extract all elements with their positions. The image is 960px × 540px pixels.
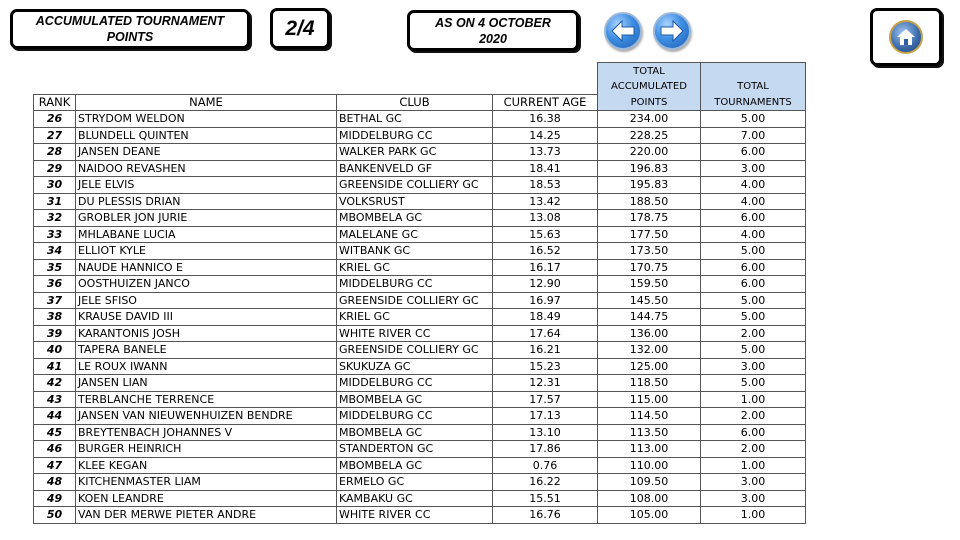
age-cell: 17.13: [493, 408, 598, 425]
rank-cell: 37: [34, 292, 76, 309]
name-cell: JANSEN LIAN: [76, 375, 337, 392]
name-cell: ELLIOT KYLE: [76, 243, 337, 260]
tournaments-cell: 2.00: [701, 325, 806, 342]
table-row: [34, 127, 806, 144]
points-cell: 108.00: [598, 490, 701, 507]
club-cell: BANKENVELD GF: [337, 160, 493, 177]
name-cell: TERBLANCHE TERRENCE: [76, 391, 337, 408]
table-row: [34, 111, 806, 128]
age-cell: 12.90: [493, 276, 598, 293]
age-cell: 18.49: [493, 309, 598, 326]
tournaments-cell: 2.00: [701, 408, 806, 425]
tournaments-cell: 7.00: [701, 127, 806, 144]
points-cell: 113.00: [598, 441, 701, 458]
points-cell: 170.75: [598, 259, 701, 276]
age-cell: 18.41: [493, 160, 598, 177]
club-cell: MBOMBELA GC: [337, 457, 493, 474]
club-cell: WITBANK GC: [337, 243, 493, 260]
age-cell: 13.73: [493, 144, 598, 161]
name-cell: NAIDOO REVASHEN: [76, 160, 337, 177]
table-row: [34, 160, 806, 177]
age-cell: 15.23: [493, 358, 598, 375]
club-cell: WHITE RIVER CC: [337, 325, 493, 342]
tournaments-cell: 1.00: [701, 391, 806, 408]
points-cell: 132.00: [598, 342, 701, 359]
points-cell: 144.75: [598, 309, 701, 326]
tournaments-cell: 1.00: [701, 507, 806, 524]
club-cell: MIDDELBURG CC: [337, 127, 493, 144]
points-cell: 234.00: [598, 111, 701, 128]
points-cell: 105.00: [598, 507, 701, 524]
total-tournaments-header-line1: TOTAL: [737, 81, 769, 92]
club-cell: SKUKUZA GC: [337, 358, 493, 375]
tournaments-cell: 3.00: [701, 358, 806, 375]
name-cell: NAUDE HANNICO E: [76, 259, 337, 276]
age-cell: 12.31: [493, 375, 598, 392]
name-cell: BREYTENBACH JOHANNES V: [76, 424, 337, 441]
points-cell: 118.50: [598, 375, 701, 392]
rank-cell: 28: [34, 144, 76, 161]
table-row: [34, 408, 806, 425]
age-cell: 13.10: [493, 424, 598, 441]
name-cell: KLEE KEGAN: [76, 457, 337, 474]
home-badge: [889, 20, 923, 54]
table-row: [34, 309, 806, 326]
tournaments-cell: 5.00: [701, 309, 806, 326]
points-cell: 173.50: [598, 243, 701, 260]
club-cell: MIDDELBURG CC: [337, 408, 493, 425]
total-points-header-line3: POINTS: [598, 94, 701, 111]
tournaments-cell: 4.00: [701, 177, 806, 194]
club-cell: MBOMBELA GC: [337, 424, 493, 441]
age-cell: 16.17: [493, 259, 598, 276]
rank-cell: 29: [34, 160, 76, 177]
total-tournaments-header-top: [701, 63, 806, 95]
name-cell: BLUNDELL QUINTEN: [76, 127, 337, 144]
club-column-header: CLUB: [337, 94, 493, 111]
table-row: [34, 375, 806, 392]
age-cell: 16.97: [493, 292, 598, 309]
tournaments-cell: 2.00: [701, 441, 806, 458]
table-row: [34, 226, 806, 243]
rank-cell: 34: [34, 243, 76, 260]
club-cell: GREENSIDE COLLIERY GC: [337, 292, 493, 309]
points-cell: 113.50: [598, 424, 701, 441]
rank-cell: 47: [34, 457, 76, 474]
name-cell: KRAUSE DAVID III: [76, 309, 337, 326]
table-row: [34, 193, 806, 210]
table-row: [34, 424, 806, 441]
tournaments-cell: 3.00: [701, 474, 806, 491]
name-cell: JANSEN DEANE: [76, 144, 337, 161]
name-cell: BURGER HEINRICH: [76, 441, 337, 458]
rank-cell: 46: [34, 441, 76, 458]
age-cell: 0.76: [493, 457, 598, 474]
rank-cell: 39: [34, 325, 76, 342]
page-indicator: [270, 8, 330, 49]
rank-cell: 32: [34, 210, 76, 227]
age-cell: 13.08: [493, 210, 598, 227]
table-row: [34, 342, 806, 359]
points-cell: 114.50: [598, 408, 701, 425]
table-row: [34, 259, 806, 276]
rank-cell: 42: [34, 375, 76, 392]
club-cell: MALELANE GC: [337, 226, 493, 243]
age-cell: 16.76: [493, 507, 598, 524]
age-cell: 15.63: [493, 226, 598, 243]
tournaments-cell: 6.00: [701, 276, 806, 293]
tournaments-cell: 6.00: [701, 424, 806, 441]
total-tournaments-header-line2: TOURNAMENTS: [701, 94, 806, 111]
age-column-header: CURRENT AGE: [493, 94, 598, 111]
date-label: [407, 10, 579, 51]
rank-cell: 40: [34, 342, 76, 359]
tournaments-cell: 3.00: [701, 490, 806, 507]
age-cell: 14.25: [493, 127, 598, 144]
points-cell: 188.50: [598, 193, 701, 210]
table-row: [34, 276, 806, 293]
age-cell: 15.51: [493, 490, 598, 507]
rank-cell: 33: [34, 226, 76, 243]
club-cell: GREENSIDE COLLIERY GC: [337, 342, 493, 359]
name-column-header: NAME: [76, 94, 337, 111]
age-cell: 18.53: [493, 177, 598, 194]
points-cell: 178.75: [598, 210, 701, 227]
previous-page-button[interactable]: [604, 12, 642, 50]
name-cell: KOEN LEANDRE: [76, 490, 337, 507]
age-cell: 13.42: [493, 193, 598, 210]
tournaments-cell: 4.00: [701, 226, 806, 243]
club-cell: VOLKSRUST: [337, 193, 493, 210]
rank-cell: 49: [34, 490, 76, 507]
rank-cell: 50: [34, 507, 76, 524]
table-row: [34, 243, 806, 260]
tournaments-cell: 5.00: [701, 292, 806, 309]
club-cell: STANDERTON GC: [337, 441, 493, 458]
club-cell: GREENSIDE COLLIERY GC: [337, 177, 493, 194]
page-title: [10, 9, 250, 49]
table-row: [34, 457, 806, 474]
club-cell: MIDDELBURG CC: [337, 276, 493, 293]
home-button[interactable]: [870, 8, 942, 66]
rank-cell: 38: [34, 309, 76, 326]
rank-cell: 44: [34, 408, 76, 425]
club-cell: MBOMBELA GC: [337, 210, 493, 227]
tournaments-cell: 3.00: [701, 160, 806, 177]
table-row: [34, 292, 806, 309]
club-cell: ERMELO GC: [337, 474, 493, 491]
tournaments-cell: 5.00: [701, 111, 806, 128]
table-row: [34, 358, 806, 375]
name-cell: DU PLESSIS DRIAN: [76, 193, 337, 210]
points-cell: 220.00: [598, 144, 701, 161]
tournaments-cell: 4.00: [701, 193, 806, 210]
club-cell: WHITE RIVER CC: [337, 507, 493, 524]
rank-cell: 48: [34, 474, 76, 491]
table-row: [34, 474, 806, 491]
name-cell: KARANTONIS JOSH: [76, 325, 337, 342]
age-cell: 17.86: [493, 441, 598, 458]
name-cell: OOSTHUIZEN JANCO: [76, 276, 337, 293]
age-cell: 16.52: [493, 243, 598, 260]
rank-cell: 35: [34, 259, 76, 276]
rank-cell: 45: [34, 424, 76, 441]
points-table: [33, 62, 806, 524]
home-icon: [895, 27, 917, 47]
rank-cell: 31: [34, 193, 76, 210]
table-row: [34, 490, 806, 507]
club-cell: MIDDELBURG CC: [337, 375, 493, 392]
page-indicator-text: 2/4: [285, 16, 315, 40]
club-cell: MBOMBELA GC: [337, 391, 493, 408]
arrow-right-icon: [659, 19, 685, 43]
table-row: [34, 441, 806, 458]
arrow-left-icon: [610, 19, 636, 43]
table-row: [34, 391, 806, 408]
name-cell: STRYDOM WELDON: [76, 111, 337, 128]
club-cell: BETHAL GC: [337, 111, 493, 128]
name-cell: KITCHENMASTER LIAM: [76, 474, 337, 491]
tournaments-cell: 6.00: [701, 259, 806, 276]
rank-column-header: RANK: [34, 94, 76, 111]
age-cell: 16.22: [493, 474, 598, 491]
table-row: [34, 177, 806, 194]
date-label-text: AS ON 4 OCTOBER 2020: [435, 15, 551, 46]
table-row: [34, 325, 806, 342]
age-cell: 16.21: [493, 342, 598, 359]
name-cell: LE ROUX IWANN: [76, 358, 337, 375]
club-cell: WALKER PARK GC: [337, 144, 493, 161]
page-title-text: ACCUMULATED TOURNAMENT POINTS: [35, 14, 225, 44]
table-row: [34, 507, 806, 524]
tournaments-cell: 6.00: [701, 144, 806, 161]
tournaments-cell: 5.00: [701, 375, 806, 392]
rank-cell: 41: [34, 358, 76, 375]
points-cell: 159.50: [598, 276, 701, 293]
name-cell: GROBLER JON JURIE: [76, 210, 337, 227]
points-cell: 109.50: [598, 474, 701, 491]
name-cell: JANSEN VAN NIEUWENHUIZEN BENDRE: [76, 408, 337, 425]
points-cell: 110.00: [598, 457, 701, 474]
name-cell: JELE SFISO: [76, 292, 337, 309]
total-points-header-line2: ACCUMULATED: [611, 81, 687, 92]
rank-cell: 30: [34, 177, 76, 194]
tournaments-cell: 6.00: [701, 210, 806, 227]
tournaments-cell: 5.00: [701, 342, 806, 359]
name-cell: JELE ELVIS: [76, 177, 337, 194]
club-cell: KAMBAKU GC: [337, 490, 493, 507]
total-points-header-line1: TOTAL: [633, 66, 665, 77]
points-cell: 145.50: [598, 292, 701, 309]
age-cell: 17.57: [493, 391, 598, 408]
points-cell: 228.25: [598, 127, 701, 144]
name-cell: MHLABANE LUCIA: [76, 226, 337, 243]
total-points-header-top: [598, 63, 701, 95]
table-row: [34, 210, 806, 227]
rank-cell: 26: [34, 111, 76, 128]
rank-cell: 43: [34, 391, 76, 408]
club-cell: KRIEL GC: [337, 259, 493, 276]
next-page-button[interactable]: [653, 12, 691, 50]
club-cell: KRIEL GC: [337, 309, 493, 326]
tournaments-cell: 5.00: [701, 243, 806, 260]
tournaments-cell: 1.00: [701, 457, 806, 474]
name-cell: TAPERA BANELE: [76, 342, 337, 359]
name-cell: VAN DER MERWE PIETER ANDRE: [76, 507, 337, 524]
age-cell: 16.38: [493, 111, 598, 128]
points-cell: 196.83: [598, 160, 701, 177]
points-cell: 136.00: [598, 325, 701, 342]
age-cell: 17.64: [493, 325, 598, 342]
points-cell: 177.50: [598, 226, 701, 243]
table-body: [34, 111, 806, 524]
table-row: [34, 144, 806, 161]
points-cell: 115.00: [598, 391, 701, 408]
points-cell: 195.83: [598, 177, 701, 194]
rank-cell: 36: [34, 276, 76, 293]
rank-cell: 27: [34, 127, 76, 144]
points-cell: 125.00: [598, 358, 701, 375]
